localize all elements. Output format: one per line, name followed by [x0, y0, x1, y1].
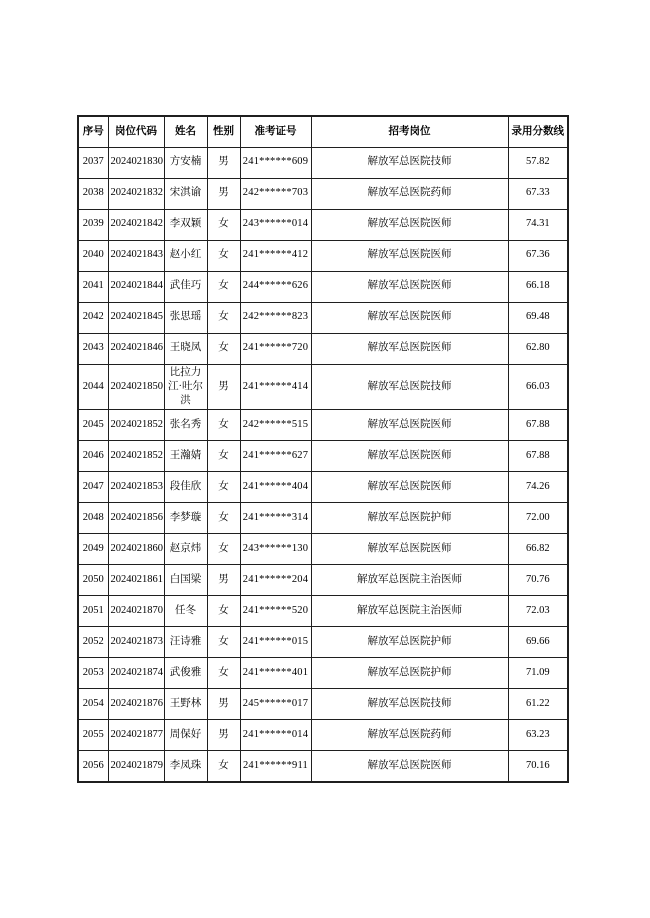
- table-row: [78, 503, 568, 534]
- cell-serial: 2052: [78, 627, 108, 658]
- cell-gender: 男: [207, 565, 240, 596]
- cell-gender: 女: [207, 333, 240, 364]
- cell-recruit-position: 解放军总医院医师: [311, 271, 508, 302]
- cell-recruit-position: 解放军总医院主治医师: [311, 565, 508, 596]
- cell-score-line: 67.33: [508, 178, 568, 209]
- table-row: [78, 209, 568, 240]
- cell-score-line: 70.76: [508, 565, 568, 596]
- cell-recruit-position: 解放军总医院医师: [311, 441, 508, 472]
- cell-name: 李梦璇: [164, 503, 207, 534]
- cell-position-code: 2024021861: [108, 565, 164, 596]
- column-header-name: 姓名: [164, 116, 207, 147]
- table-row: [78, 240, 568, 271]
- cell-ticket-number: 241******720: [240, 333, 311, 364]
- cell-position-code: 2024021844: [108, 271, 164, 302]
- cell-score-line: 67.88: [508, 441, 568, 472]
- table-row: [78, 472, 568, 503]
- cell-name: 武俊雅: [164, 658, 207, 689]
- cell-score-line: 62.80: [508, 333, 568, 364]
- cell-recruit-position: 解放军总医院技师: [311, 364, 508, 410]
- cell-ticket-number: 241******609: [240, 147, 311, 178]
- cell-serial: 2042: [78, 302, 108, 333]
- table-row: [78, 565, 568, 596]
- cell-serial: 2045: [78, 410, 108, 441]
- cell-recruit-position: 解放军总医院医师: [311, 209, 508, 240]
- cell-recruit-position: 解放军总医院医师: [311, 333, 508, 364]
- cell-ticket-number: 241******414: [240, 364, 311, 410]
- table-header-row: [78, 116, 568, 147]
- cell-recruit-position: 解放军总医院药师: [311, 720, 508, 751]
- cell-ticket-number: 241******911: [240, 751, 311, 782]
- table-row: [78, 441, 568, 472]
- table-row: [78, 364, 568, 410]
- cell-recruit-position: 解放军总医院医师: [311, 410, 508, 441]
- cell-gender: 男: [207, 364, 240, 410]
- cell-score-line: 66.03: [508, 364, 568, 410]
- table-row: [78, 720, 568, 751]
- cell-gender: 男: [207, 720, 240, 751]
- cell-gender: 男: [207, 689, 240, 720]
- cell-position-code: 2024021853: [108, 472, 164, 503]
- table-row: [78, 178, 568, 209]
- table-row: [78, 333, 568, 364]
- cell-gender: 女: [207, 627, 240, 658]
- cell-name: 赵小红: [164, 240, 207, 271]
- cell-gender: 女: [207, 534, 240, 565]
- cell-gender: 女: [207, 503, 240, 534]
- cell-position-code: 2024021843: [108, 240, 164, 271]
- cell-score-line: 69.66: [508, 627, 568, 658]
- cell-serial: 2043: [78, 333, 108, 364]
- column-header-score-line: 录用分数线: [508, 116, 568, 147]
- column-header-ticket-number: 准考证号: [240, 116, 311, 147]
- cell-score-line: 71.09: [508, 658, 568, 689]
- cell-position-code: 2024021876: [108, 689, 164, 720]
- cell-name: 武佳巧: [164, 271, 207, 302]
- cell-recruit-position: 解放军总医院医师: [311, 472, 508, 503]
- cell-position-code: 2024021846: [108, 333, 164, 364]
- cell-position-code: 2024021832: [108, 178, 164, 209]
- cell-serial: 2037: [78, 147, 108, 178]
- cell-ticket-number: 243******014: [240, 209, 311, 240]
- cell-serial: 2053: [78, 658, 108, 689]
- cell-score-line: 63.23: [508, 720, 568, 751]
- cell-position-code: 2024021850: [108, 364, 164, 410]
- cell-recruit-position: 解放军总医院护师: [311, 503, 508, 534]
- cell-gender: 男: [207, 147, 240, 178]
- cell-position-code: 2024021852: [108, 410, 164, 441]
- cell-ticket-number: 241******627: [240, 441, 311, 472]
- cell-score-line: 67.88: [508, 410, 568, 441]
- cell-recruit-position: 解放军总医院技师: [311, 689, 508, 720]
- cell-serial: 2038: [78, 178, 108, 209]
- table-row: [78, 534, 568, 565]
- cell-ticket-number: 242******515: [240, 410, 311, 441]
- table-row: [78, 147, 568, 178]
- cell-gender: 女: [207, 472, 240, 503]
- cell-recruit-position: 解放军总医院医师: [311, 751, 508, 782]
- cell-ticket-number: 245******017: [240, 689, 311, 720]
- cell-serial: 2050: [78, 565, 108, 596]
- cell-serial: 2047: [78, 472, 108, 503]
- cell-serial: 2039: [78, 209, 108, 240]
- cell-score-line: 70.16: [508, 751, 568, 782]
- cell-name: 张名秀: [164, 410, 207, 441]
- cell-gender: 女: [207, 658, 240, 689]
- cell-ticket-number: 241******015: [240, 627, 311, 658]
- cell-name: 赵京炜: [164, 534, 207, 565]
- cell-serial: 2055: [78, 720, 108, 751]
- cell-serial: 2041: [78, 271, 108, 302]
- column-header-gender: 性别: [207, 116, 240, 147]
- cell-recruit-position: 解放军总医院主治医师: [311, 596, 508, 627]
- cell-ticket-number: 241******204: [240, 565, 311, 596]
- cell-score-line: 74.26: [508, 472, 568, 503]
- cell-gender: 男: [207, 178, 240, 209]
- cell-position-code: 2024021845: [108, 302, 164, 333]
- cell-serial: 2040: [78, 240, 108, 271]
- table-row: [78, 689, 568, 720]
- cell-score-line: 72.00: [508, 503, 568, 534]
- table-row: [78, 302, 568, 333]
- cell-gender: 女: [207, 441, 240, 472]
- admission-score-table: [77, 115, 569, 783]
- cell-ticket-number: 241******314: [240, 503, 311, 534]
- cell-position-code: 2024021870: [108, 596, 164, 627]
- cell-ticket-number: 242******823: [240, 302, 311, 333]
- cell-position-code: 2024021860: [108, 534, 164, 565]
- cell-name: 张思瑶: [164, 302, 207, 333]
- table-row: [78, 658, 568, 689]
- cell-name: 方安楠: [164, 147, 207, 178]
- cell-position-code: 2024021852: [108, 441, 164, 472]
- cell-gender: 女: [207, 751, 240, 782]
- cell-ticket-number: 241******404: [240, 472, 311, 503]
- cell-gender: 女: [207, 240, 240, 271]
- cell-ticket-number: 244******626: [240, 271, 311, 302]
- cell-name: 任冬: [164, 596, 207, 627]
- cell-serial: 2056: [78, 751, 108, 782]
- cell-score-line: 72.03: [508, 596, 568, 627]
- cell-name: 王瀚婧: [164, 441, 207, 472]
- cell-score-line: 61.22: [508, 689, 568, 720]
- cell-serial: 2054: [78, 689, 108, 720]
- cell-gender: 女: [207, 271, 240, 302]
- cell-recruit-position: 解放军总医院医师: [311, 302, 508, 333]
- cell-serial: 2048: [78, 503, 108, 534]
- cell-recruit-position: 解放军总医院技师: [311, 147, 508, 178]
- cell-ticket-number: 241******014: [240, 720, 311, 751]
- cell-name: 白国梁: [164, 565, 207, 596]
- cell-position-code: 2024021842: [108, 209, 164, 240]
- table-row: [78, 627, 568, 658]
- cell-recruit-position: 解放军总医院药师: [311, 178, 508, 209]
- cell-name: 王晓凤: [164, 333, 207, 364]
- cell-score-line: 66.18: [508, 271, 568, 302]
- cell-position-code: 2024021830: [108, 147, 164, 178]
- cell-recruit-position: 解放军总医院医师: [311, 534, 508, 565]
- cell-recruit-position: 解放军总医院护师: [311, 658, 508, 689]
- cell-name: 李双颖: [164, 209, 207, 240]
- cell-name: 宋淇谕: [164, 178, 207, 209]
- cell-position-code: 2024021877: [108, 720, 164, 751]
- cell-serial: 2046: [78, 441, 108, 472]
- cell-serial: 2044: [78, 364, 108, 410]
- cell-gender: 女: [207, 596, 240, 627]
- table-row: [78, 271, 568, 302]
- cell-position-code: 2024021874: [108, 658, 164, 689]
- cell-serial: 2051: [78, 596, 108, 627]
- cell-score-line: 57.82: [508, 147, 568, 178]
- cell-name: 王野林: [164, 689, 207, 720]
- cell-ticket-number: 241******520: [240, 596, 311, 627]
- cell-name: 汪诗雅: [164, 627, 207, 658]
- cell-serial: 2049: [78, 534, 108, 565]
- cell-score-line: 66.82: [508, 534, 568, 565]
- cell-score-line: 67.36: [508, 240, 568, 271]
- cell-position-code: 2024021873: [108, 627, 164, 658]
- column-header-position-code: 岗位代码: [108, 116, 164, 147]
- cell-ticket-number: 241******401: [240, 658, 311, 689]
- cell-ticket-number: 243******130: [240, 534, 311, 565]
- cell-name: 比拉力江·吐尔洪: [164, 364, 207, 410]
- cell-ticket-number: 242******703: [240, 178, 311, 209]
- cell-gender: 女: [207, 209, 240, 240]
- cell-name: 段佳欣: [164, 472, 207, 503]
- table-row: [78, 410, 568, 441]
- cell-score-line: 69.48: [508, 302, 568, 333]
- cell-recruit-position: 解放军总医院医师: [311, 240, 508, 271]
- cell-name: 李凤珠: [164, 751, 207, 782]
- cell-gender: 女: [207, 410, 240, 441]
- cell-position-code: 2024021856: [108, 503, 164, 534]
- table-row: [78, 596, 568, 627]
- cell-position-code: 2024021879: [108, 751, 164, 782]
- column-header-serial: 序号: [78, 116, 108, 147]
- cell-ticket-number: 241******412: [240, 240, 311, 271]
- cell-gender: 女: [207, 302, 240, 333]
- cell-recruit-position: 解放军总医院护师: [311, 627, 508, 658]
- cell-name: 周保好: [164, 720, 207, 751]
- cell-score-line: 74.31: [508, 209, 568, 240]
- column-header-recruit-position: 招考岗位: [311, 116, 508, 147]
- table-row: [78, 751, 568, 782]
